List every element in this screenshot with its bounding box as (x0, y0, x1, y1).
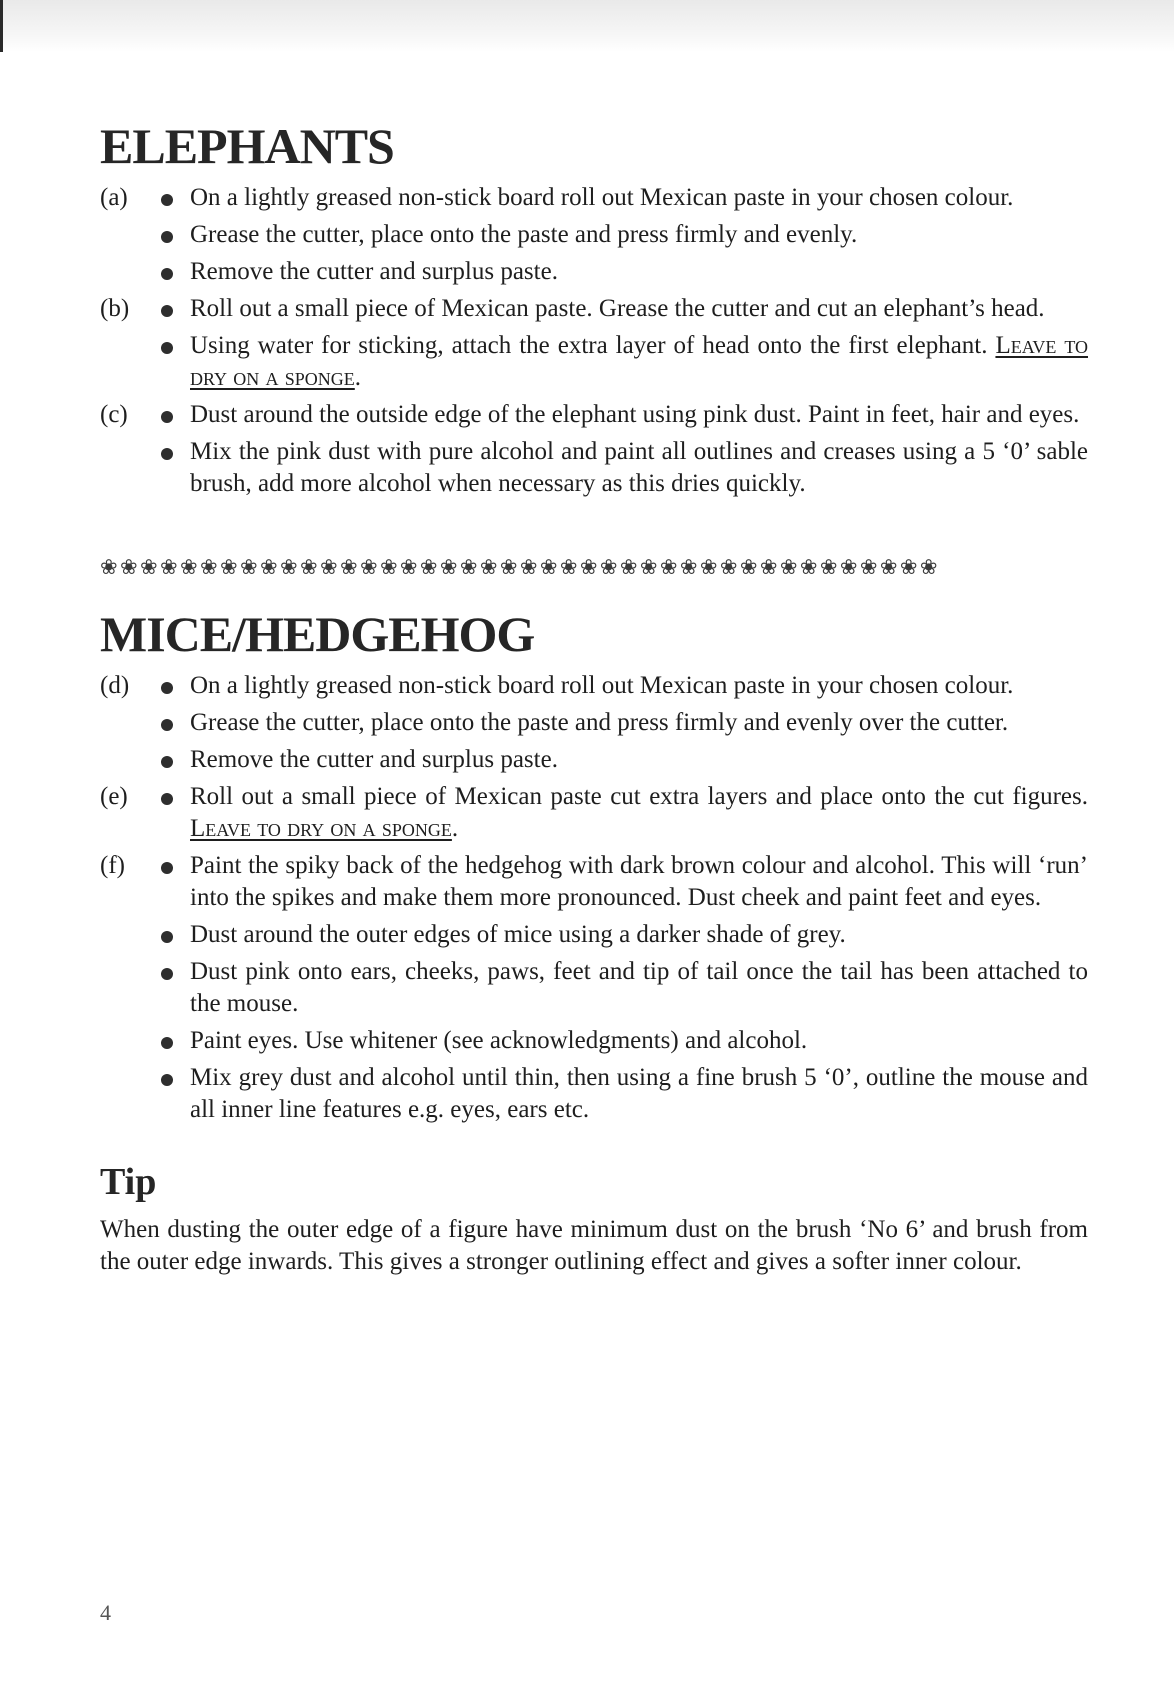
step-text: On a lightly greased non-stick board roll out Mexican paste in your chosen colour. (190, 672, 1014, 699)
step-text: Dust around the outer edges of mice using a darker shade of grey. (190, 921, 846, 948)
step-label: (d) (100, 672, 130, 699)
bullet-icon (152, 330, 190, 362)
step-text: Roll out a small piece of Mexican paste. Grease the cutter and cut an elephant’s head. (190, 295, 1045, 322)
mice-hedgehog-steps (100, 670, 1088, 1126)
step-item (100, 781, 1088, 845)
step-text: Grease the cutter, place onto the paste and press firmly and evenly over the cutter. (190, 709, 1009, 736)
bullet-icon (152, 956, 190, 988)
instruction-emphasis: Leave to dry on a sponge (190, 332, 1088, 391)
section-title-mice-hedgehog: MICE/HEDGEHOG (100, 606, 535, 662)
step-item (100, 436, 1088, 500)
step-label: (b) (100, 295, 130, 322)
step-text: On a lightly greased non-stick board roll out Mexican paste in your chosen colour. (190, 184, 1014, 211)
step-text: Paint the spiky back of the hedgehog with dark brown colour and alcohol. This will ‘run’ into the spikes and make them more pronounced. Dust cheek and paint feet and eyes. (190, 852, 1088, 911)
step-item (100, 919, 1088, 951)
step-item (100, 182, 1088, 214)
page-binding-edge (0, 0, 3, 52)
step-text-tail: . (451, 815, 459, 842)
step-text-main: Using water for sticking, attach the extra layer of head onto the first elephant. (190, 332, 996, 359)
step-text: Dust around the outside edge of the elephant using pink dust. Paint in feet, hair and eyes. (190, 401, 1080, 428)
step-text: Mix the pink dust with pure alcohol and paint all outlines and creases using a 5 ‘0’ sable brush, add more alcohol when necessary as this dries quickly. (190, 438, 1088, 497)
bullet-icon (152, 436, 190, 468)
step-label: (a) (100, 184, 128, 211)
bullet-icon (152, 399, 190, 431)
bullet-icon (152, 670, 190, 702)
bullet-icon (152, 744, 190, 776)
section-title-elephants: ELEPHANTS (100, 118, 394, 174)
bullet-icon (152, 1025, 190, 1057)
step-item (100, 330, 1088, 394)
step-text: Dust pink onto ears, cheeks, paws, feet and tip of tail once the tail has been attached to the mouse. (190, 958, 1088, 1017)
bullet-icon (152, 1062, 190, 1094)
step-item (100, 744, 1088, 776)
flower-divider: ❀❀❀❀❀❀❀❀❀❀❀❀❀❀❀❀❀❀❀❀❀❀❀❀❀❀❀❀❀❀❀❀❀❀❀❀❀❀❀❀❀❀ (100, 555, 940, 579)
step-label: (e) (100, 783, 128, 810)
tip-title: Tip (100, 1161, 157, 1203)
step-text-main: Roll out a small piece of Mexican paste cut extra layers and place onto the cut figures. (190, 783, 1088, 810)
step-item (100, 670, 1088, 702)
step-text-tail: . (354, 364, 362, 391)
bullet-icon (152, 219, 190, 251)
bullet-icon (152, 256, 190, 288)
elephant-steps (100, 182, 1088, 500)
step-item (100, 707, 1088, 739)
step-item (100, 256, 1088, 288)
step-text (190, 330, 1088, 394)
step-label: (c) (100, 401, 128, 428)
bullet-icon (152, 182, 190, 214)
step-item (100, 399, 1088, 431)
step-item (100, 219, 1088, 251)
step-item (100, 956, 1088, 1020)
tip-text: When dusting the outer edge of a figure have minimum dust on the brush ‘No 6’ and brush from the outer edge inwards. This gives a stronger outlining effect and gives a softer inner colour. (100, 1216, 1088, 1275)
instruction-emphasis: Leave to dry on a sponge (190, 815, 452, 842)
step-label: (f) (100, 852, 125, 879)
page-shadow-top (0, 0, 1174, 52)
step-text: Grease the cutter, place onto the paste and press firmly and evenly. (190, 221, 858, 248)
bullet-icon (152, 850, 190, 882)
step-text: Remove the cutter and surplus paste. (190, 258, 558, 285)
page-content (100, 118, 1088, 1278)
step-item (100, 1025, 1088, 1057)
step-item (100, 293, 1088, 325)
step-item (100, 850, 1088, 914)
bullet-icon (152, 919, 190, 951)
page-number: 4 (100, 1600, 111, 1625)
bullet-icon (152, 781, 190, 813)
step-text: Remove the cutter and surplus paste. (190, 746, 558, 773)
step-text: Mix grey dust and alcohol until thin, then using a fine brush 5 ‘0’, outline the mouse and all inner line features e.g. eyes, ears etc. (190, 1064, 1088, 1123)
step-text: Paint eyes. Use whitener (see acknowledgments) and alcohol. (190, 1027, 808, 1054)
bullet-icon (152, 707, 190, 739)
bullet-icon (152, 293, 190, 325)
step-item (100, 1062, 1088, 1126)
step-text (190, 781, 1088, 845)
